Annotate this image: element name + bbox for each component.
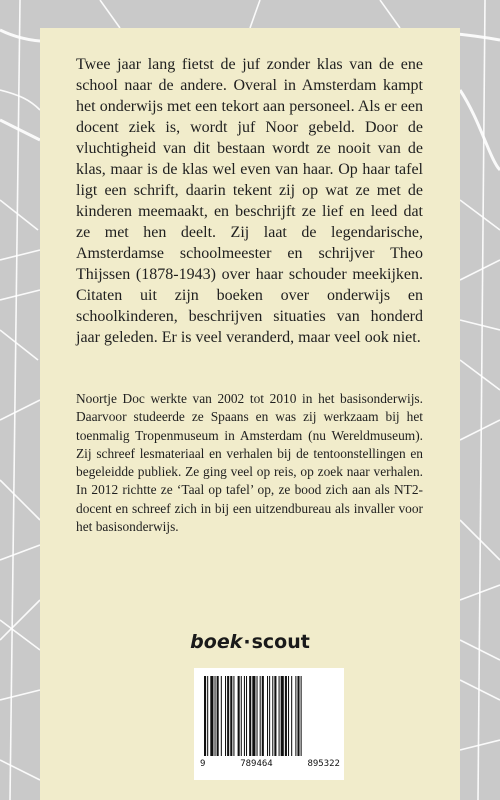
barcode-bar [279,676,280,756]
text-panel [40,28,460,800]
barcode-bar [257,676,258,756]
barcode-bar [267,676,268,756]
barcode-bar [233,676,234,756]
barcode-bar [249,676,251,756]
barcode-bar [252,676,255,756]
barcode-group-1: 789464 [240,759,273,769]
barcode-bar [207,676,208,756]
barcode-bar [291,676,292,756]
barcode-bar [227,676,229,756]
barcode-bar [246,676,247,756]
barcode-bar [285,676,287,756]
publisher-logo [40,631,460,653]
barcode-bar [217,676,219,756]
barcode-bar [288,676,289,756]
barcode-bar [295,676,296,756]
barcode-bar [225,676,226,756]
barcode-bar [238,676,240,756]
barcode-bar [260,676,261,756]
logo-part-scout: scout [251,631,310,653]
barcode-bar [204,676,206,756]
isbn-barcode [194,668,344,780]
logo-separator: · [243,631,251,653]
barcode-bar [221,676,222,756]
barcode-group-2: 895322 [307,759,340,769]
barcode-bar [244,676,245,756]
barcode-bars [204,676,334,758]
book-blurb: Twee jaar lang fietst de juf zonder klas van de ene school naar de andere. Overal in Amsterdam kampt het onderwijs met een tekort aan personeel. Als er een docent ziek is, wordt juf Noor gebeld. Door de vluchtigheid van dit bestaan wordt ze nooit van de klas, maar is de klas wel even van haar. Op haar tafel ligt een schrift, daarin tekent zij op wat ze met de kinderen meemaakt, en beschrijft ze lief en leed dat ze met hen deelt. Zij laat de legendarische, Amsterdamse schoolmeester en schrijver Theo Thijssen (1878-1943) over haar schouder meekijken. Citaten uit zijn boeken over onderwijs en schoolkinderen, beschrijven situaties van honderd jaar geleden. Er is veel veranderd, maar veel ook niet. [76,56,423,346]
barcode-bar [274,676,276,756]
barcode-digits [200,759,340,769]
logo-part-boek: boek [190,631,243,653]
barcode-bar [215,676,216,756]
barcode-bar [297,676,299,756]
barcode-bar [272,676,273,756]
barcode-bar [241,676,242,756]
author-bio: Noortje Doc werkte van 2002 tot 2010 in het basisonderwijs. Daarvoor studeerde ze Spaans en was zij werkzaam bij het toenmalig Tropenmuseum in Amsterdam (nu Wereldmuseum). Zij schreef lesmateriaal en verhalen bij de tentoonstellingen en begeleidde publiek. Ze ging veel op reis, op zoek naar verhalen. In 2012 richtte ze ‘Taal op tafel’ op, ze bood zich aan als NT2-docent en schreef zich in bij een uitzendbureau als invaller voor het basisonderwijs. [76,391,423,535]
barcode-bar [230,676,232,756]
barcode-bar [269,676,270,756]
barcode-bar [301,676,302,756]
barcode-digit-lead: 9 [200,759,206,769]
barcode-bar [210,676,213,756]
barcode-bar [281,676,284,756]
barcode-bar [262,676,264,756]
